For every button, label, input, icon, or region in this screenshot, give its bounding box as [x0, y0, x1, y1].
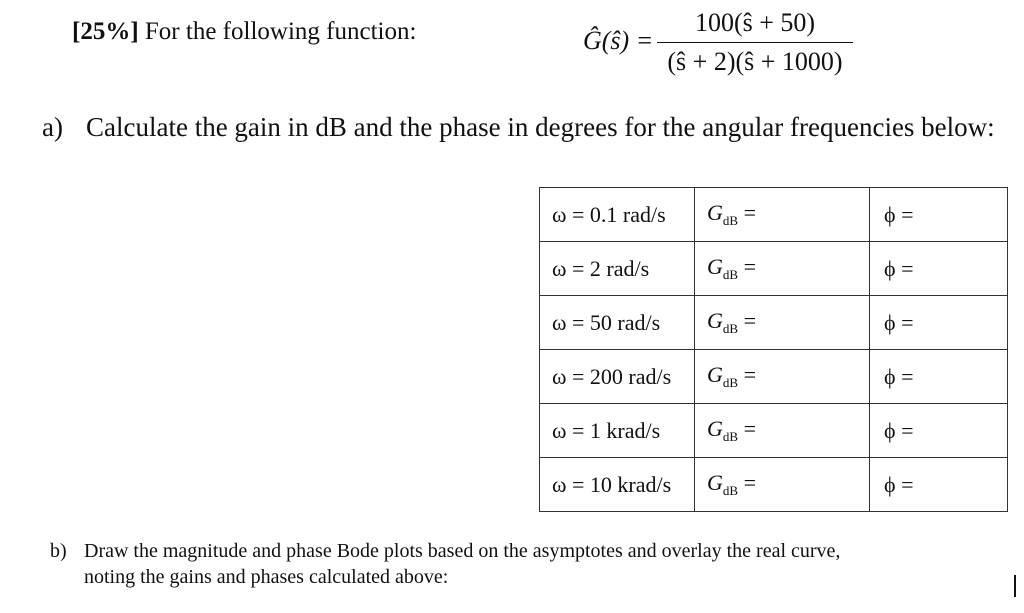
part-a-label: a) [42, 112, 63, 142]
header-text: For the following function: [144, 18, 417, 45]
frequency-cell: ω = 2 rad/s [540, 242, 695, 296]
table-row [540, 404, 1008, 458]
fraction-bar [657, 42, 853, 43]
function-fraction [657, 6, 853, 79]
frequency-cell: ω = 1 krad/s [540, 404, 695, 458]
gain-cell[interactable]: $G_{dB}$ = [695, 296, 870, 350]
function-denominator: (ŝ + 2)(ŝ + 1000) [667, 47, 843, 76]
part-a-text: Calculate the gain in dB and the phase in degrees for the angular frequencies below: [86, 112, 995, 142]
function-lhs: Ĝ(ŝ) = [583, 26, 654, 55]
frequency-cell: ω = 10 krad/s [540, 458, 695, 512]
function-numerator: 100(ŝ + 50) [694, 8, 816, 37]
phase-cell[interactable]: ϕ = [870, 188, 1008, 242]
part-b-line1: Draw the magnitude and phase Bode plots based on the asymptotes and overlay the real curve, [84, 540, 841, 562]
part-a [42, 112, 995, 143]
gain-cell[interactable]: $G_{dB}$ = [695, 458, 870, 512]
gain-cell[interactable]: $G_{dB}$ = [695, 404, 870, 458]
gain-cell[interactable]: $G_{dB}$ = [695, 188, 870, 242]
table-row [540, 242, 1008, 296]
part-b-label: b) [50, 540, 67, 562]
table-row [540, 350, 1008, 404]
phase-cell[interactable]: ϕ = [870, 458, 1008, 512]
part-b-line2: noting the gains and phases calculated above: [84, 566, 449, 588]
gain-cell[interactable]: $G_{dB}$ = [695, 242, 870, 296]
table-row [540, 296, 1008, 350]
frequency-cell: ω = 50 rad/s [540, 296, 695, 350]
weight-label: [25%] [72, 18, 139, 45]
phase-cell[interactable]: ϕ = [870, 404, 1008, 458]
phase-cell[interactable]: ϕ = [870, 296, 1008, 350]
gain-cell[interactable]: $G_{dB}$ = [695, 350, 870, 404]
text-cursor [1014, 575, 1016, 597]
frequency-cell: ω = 200 rad/s [540, 350, 695, 404]
part-b [50, 538, 840, 590]
frequency-cell: ω = 0.1 rad/s [540, 188, 695, 242]
question-header [72, 18, 416, 46]
frequency-table [539, 187, 1008, 512]
table-row [540, 458, 1008, 512]
phase-cell[interactable]: ϕ = [870, 242, 1008, 296]
table-row [540, 188, 1008, 242]
phase-cell[interactable]: ϕ = [870, 350, 1008, 404]
